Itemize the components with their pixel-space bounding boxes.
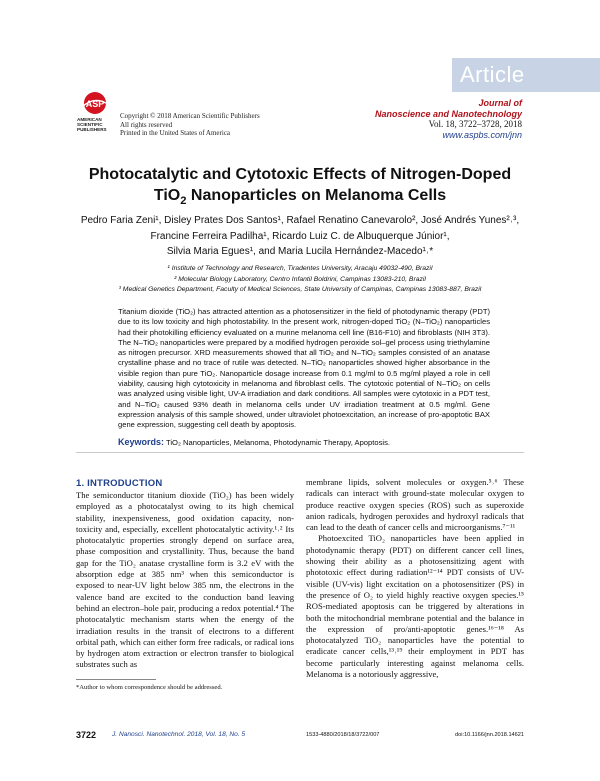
keywords-text: TiO₂ Nanoparticles, Melanoma, Photodynamic Therapy, Apoptosis. xyxy=(166,438,390,447)
paper-title xyxy=(60,164,540,206)
journal-url-link[interactable]: www.aspbs.com/jnn xyxy=(442,129,522,140)
footer-citation: J. Nanosci. Nanotechnol. 2018, Vol. 18, No. 5 xyxy=(112,731,246,738)
journal-info xyxy=(375,98,522,140)
journal-name-line2: Nanoscience and Nanotechnology xyxy=(374,108,522,119)
publisher-name: AMERICAN SCIENTIFIC PUBLISHERS xyxy=(77,117,107,133)
copyright-line: Copyright © 2018 American Scientific Publishers xyxy=(120,112,260,120)
title-tio: TiO xyxy=(153,187,181,204)
footer-doi: doi:10.1166/jnn.2018.14621 xyxy=(455,732,524,738)
footnote-rule xyxy=(76,679,156,680)
article-badge-label: Article xyxy=(460,62,525,87)
intro-paragraph-3: Photoexcited TiO₂ nanoparticles have been applied in photodynamic therapy (PDT) on different cancer cell lines, showing their ability as a photosensitizing agent with phototoxic effect during radiation¹²⁻¹⁴ PDT consists of UV-visible (UV-vis) light excitation on a photosensitizer (PS) in the presence of O₂ to yield highly reactive oxygen species.¹⁵ ROS-mediated apoptosis can be triggered by alterations in both the mitochondrial membrane potential and the balance in the expression of pro/anti-apoptotic genes.¹⁶⁻¹⁸ As photocatalyzed TiO₂ nanoparticles have the potential to eradicate cancer cells,¹³˒¹⁹ their employment in PDT has become particularly interesting against melanoma cells. Melanoma is a notoriously aggressive, xyxy=(306,533,524,680)
introduction-heading: 1. INTRODUCTION xyxy=(76,478,163,489)
title-sub: 2 xyxy=(180,195,187,208)
authors-line2: Francine Ferreira Padilha¹, Ricardo Luiz C. de Albuquerque Júnior¹, xyxy=(150,230,450,242)
printed-line: Printed in the United States of America xyxy=(120,129,231,137)
copyright-block xyxy=(120,112,260,138)
journal-name-line1: Journal of xyxy=(478,98,522,108)
author-list xyxy=(60,213,540,260)
intro-paragraph-2: membrane lipids, solvent molecules or oxygen.⁵˒⁶ These radicals can interact with ground-state molecular oxygen to produce reactive oxygen species (ROS) such as superoxide anion radicals, hydrogen peroxides and hydroxyl radicals that can lead to the death of cancer cells and microorganisms.⁷⁻¹¹ xyxy=(306,477,524,533)
section-divider xyxy=(76,452,524,453)
authors-line1: Pedro Faria Zeni¹, Disley Prates Dos Santos¹, Rafael Renatino Canevarolo², José Andrés Yunes²˒³, xyxy=(80,215,520,226)
journal-volume: Vol. 18, 3722–3728, 2018 xyxy=(428,119,522,129)
intro-paragraph-1: The semiconductor titanium dioxide (TiO₂) has been widely employed as a photocatalyst owing to its high chemical stability, inexpensiveness, good oxidation capacity, non-toxicity and, especially, excellent photocatalytic activity.¹˒² Its photocatalytic properties strongly depend on surface area, phase composition and crystallinity. Thus, because the band gap for the TiO₂ anatase crystalline form is 3.2 eV with the absorption edge at 385 nm³ when this semiconductor is exposed to near-UV light below 385 nm, the electrons in the valence band are excited to the conduction band leaving behind an electron–hole pair, producing a redox potential.⁴ The photocatalytic mechanism starts when the energy of the irradiation results in the transit of electrons to a different orbital path, which can either form free radicals, or radical ions by hydrogen atom extraction or electron transfer to biological substrates such as xyxy=(76,490,294,670)
intro-column-left xyxy=(76,490,294,671)
intro-column-right xyxy=(306,477,524,680)
title-rest: Nanoparticles on Melanoma Cells xyxy=(186,187,447,204)
correspondence-footnote: *Author to whom correspondence should be addressed. xyxy=(76,684,223,691)
affiliation-3: ³ Medical Genetics Department, Faculty of Medical Sciences, State University of Campinas, Campinas 13083-887, Brazil xyxy=(118,286,482,293)
rights-line: All rights reserved xyxy=(120,120,173,129)
authors-line3: Silvia Maria Egues¹, and Maria Lucila Hernández-Macedo¹˒* xyxy=(166,246,434,257)
affiliations xyxy=(60,264,540,296)
affiliation-1: ¹ Institute of Technology and Research, Tiradentes University, Aracaju 49032-490, Brazil xyxy=(167,265,433,272)
abstract: Titanium dioxide (TiO₂) has attracted attention as a photosensitizer in the field of photodynamic therapy (PDT) due to its low toxicity and high photostability. In the present work, nitrogen-doped TiO₂ (N–TiO₂) nanoparticles had their photokilling efficiency evaluated on a murine melanoma cell line (B16-F10) and fibroblasts (NIH 3T3). The N–TiO₂ nanoparticles were prepared by a modified hydrogen peroxide sol–gel process using triethylamine as nitrogen precursor. XRD measurements showed that all TiO₂ and N–TiO₂ samples consisted of an anatase crystalline phase and no trace of rutile was detected. N–TiO₂ nanoparticles showed higher absorbance in the visible region than pure TiO₂. Nanoparticle dosage increase from 0.1 mg/ml to 0.5 mg/ml played a role in cell viability, causing high cytotoxicity in melanoma and fibroblast cells. The cytotoxic potential of N–TiO₂ on cells was analyzed using visible light, UV-A irradiation and dark conditions. All samples were cytotoxic in a PDT test, and N–TiO₂ caused 93% death in melanoma cells under UV irradiation treatment at 0.5 mg/ml. Gene expression analysis of this sample showed, under ultraviolet photoexcitation, an increase of pro-apoptotic BAX gene expression, suggesting cell death by apoptosis. xyxy=(118,307,490,430)
title-line2 xyxy=(60,185,540,206)
keywords xyxy=(118,437,390,447)
title-line1: Photocatalytic and Cytotoxic Effects of Nitrogen-Doped xyxy=(88,166,512,183)
footer-issn: 1533-4880/2018/18/3722/007 xyxy=(306,732,380,738)
affiliation-2: ² Molecular Biology Laboratory, Centro Infantil Boldrini, Campinas 13083-210, Brazil xyxy=(174,275,426,283)
article-type-badge xyxy=(452,58,600,92)
keywords-label: Keywords: xyxy=(118,437,165,447)
logo-text: ASP xyxy=(85,99,105,109)
page-number: 3722 xyxy=(76,730,97,740)
